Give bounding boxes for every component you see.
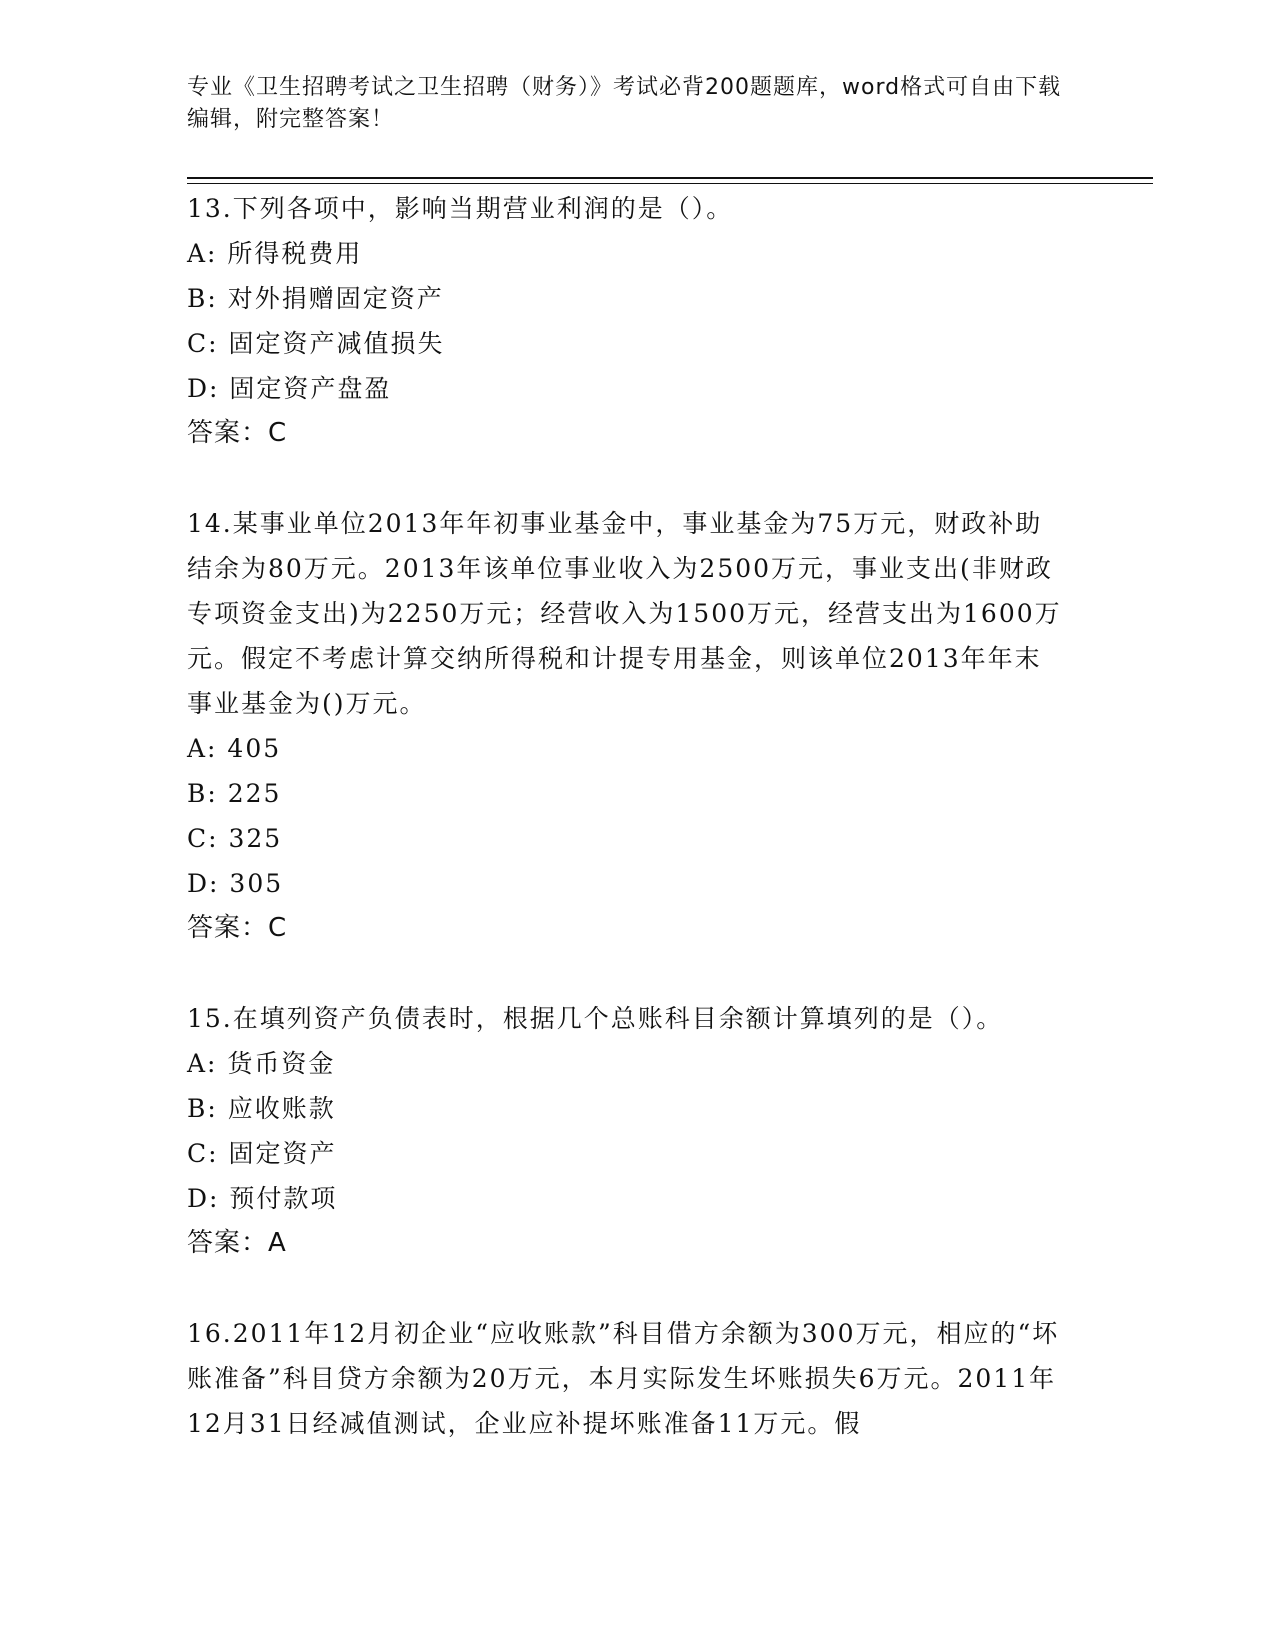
question-stem: 13.下列各项中，影响当期营业利润的是（）。 <box>187 194 734 223</box>
question-stem: 16.2011年12月初企业“应收账款”科目借方余额为300万元，相应的“坏账准备”科目贷方余额为20万元，本月实际发生坏账损失6万元。2011年12月31日经减值测试，企业应补提坏账准备11万元。假 <box>187 1319 1060 1438</box>
question-list <box>187 186 1087 1491</box>
option-c: C: 325 <box>187 824 283 853</box>
question-13 <box>187 186 1087 456</box>
option-a: A: 所得税费用 <box>187 239 363 268</box>
option-a: A: 货币资金 <box>187 1049 336 1078</box>
answer-text: 答案：C <box>187 913 288 943</box>
header-divider <box>187 177 1153 179</box>
option-c: C: 固定资产减值损失 <box>187 329 445 358</box>
option-b: B: 225 <box>187 779 282 808</box>
option-c: C: 固定资产 <box>187 1139 337 1168</box>
option-d: D: 305 <box>187 869 284 898</box>
question-stem: 15.在填列资产负债表时，根据几个总账科目余额计算填列的是（）。 <box>187 1004 1004 1033</box>
question-15 <box>187 996 1087 1266</box>
answer-text: 答案：C <box>187 418 288 448</box>
question-14 <box>187 501 1087 951</box>
option-b: B: 对外捐赠固定资产 <box>187 284 444 313</box>
option-a: A: 405 <box>187 734 282 763</box>
question-16 <box>187 1311 1087 1446</box>
answer-text: 答案：A <box>187 1228 287 1258</box>
option-d: D: 预付款项 <box>187 1184 338 1213</box>
header-divider-thin <box>187 183 1153 184</box>
option-b: B: 应收账款 <box>187 1094 336 1123</box>
document-header: 专业《卫生招聘考试之卫生招聘（财务）》考试必背200题题库，word格式可自由下载编辑，附完整答案！ <box>187 75 1062 132</box>
question-stem: 14.某事业单位2013年年初事业基金中，事业基金为75万元，财政补助结余为80万元。2013年该单位事业收入为2500万元，事业支出(非财政专项资金支出)为2250万元；经营收入为1500万元，经营支出为1600万元。假定不考虑计算交纳所得税和计提专用基金，则该单位2013年年末事业基金为()万元。 <box>187 509 1062 718</box>
option-d: D: 固定资产盘盈 <box>187 374 392 403</box>
